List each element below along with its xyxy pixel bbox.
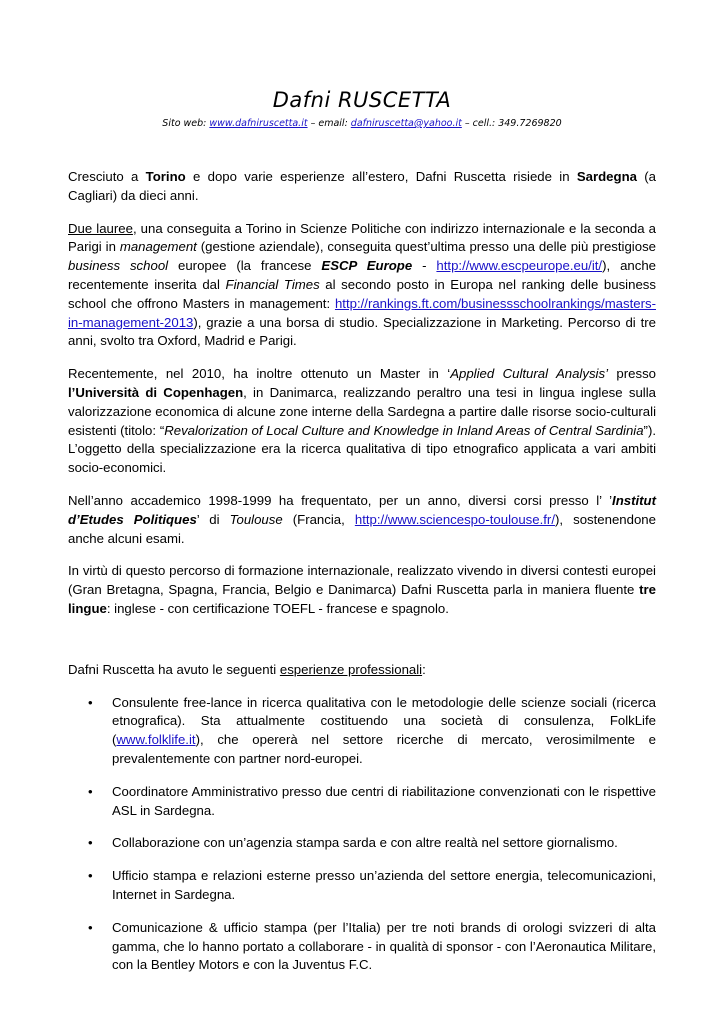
escp-link[interactable]: http://www.escpeurope.eu/it/ — [436, 258, 603, 274]
bullet-icon: • — [88, 783, 93, 799]
experience-heading: esperienze professionali — [279, 661, 423, 677]
text: Coordinatore Amministrativo presso due centri di riabilitazione convenzionati con le rispettive ASL in Sardegna. — [112, 783, 656, 818]
text: Toulouse — [229, 511, 283, 527]
city-torino: Torino — [145, 169, 186, 184]
institute-name: Institut d’Etudes Politiques — [68, 492, 656, 527]
paragraph-toulouse — [68, 492, 656, 548]
contact-line — [0, 118, 724, 129]
text: ), anche recentemente inserita dal — [68, 258, 656, 292]
sciencespo-link[interactable]: http://www.sciencespo-toulouse.fr/ — [354, 511, 555, 527]
text: : inglese - con certificazione TOEFL - francese e spagnolo. — [106, 600, 449, 616]
languages-count: tre lingue — [68, 582, 656, 616]
text: (a Cagliari) da dieci anni. — [68, 169, 656, 203]
text: Financial Times — [225, 276, 320, 292]
paragraph-residence — [68, 168, 656, 206]
thesis-title: Revalorization of Local Culture and Knowledge in Inland Areas of Central Sardinia — [164, 422, 644, 438]
list-item — [68, 783, 656, 821]
list-item — [68, 694, 656, 769]
text: al secondo posto in Europa nel ranking delle business school che offrono Masters in management: — [68, 276, 656, 311]
text: (gestione aziendale), conseguita quest’ultima presso una delle più prestigiose — [196, 239, 656, 255]
text: Collaborazione con un’agenzia stampa sarda e con altre realtà nel settore giornalismo. — [112, 835, 618, 851]
experience-list — [68, 694, 656, 976]
text: , una conseguita a Torino in Scienze Politiche con indirizzo internazionale e la seconda a Parigi in — [68, 220, 657, 255]
cv-name: Dafni RUSCETTA — [272, 88, 452, 112]
text: - — [412, 258, 437, 274]
website-link[interactable]: www.dafniruscetta.it — [209, 118, 308, 129]
paragraph-experience-intro — [68, 661, 656, 680]
email-label: – email: — [307, 118, 351, 129]
text: presso — [608, 366, 656, 382]
cv-body — [68, 168, 656, 989]
text: (Francia, — [282, 511, 355, 527]
text: ), grazie a una borsa di studio. Specializzazione in Marketing. Percorso di tre anni, svolto tra Oxford, Madrid e Parigi. — [68, 314, 656, 349]
list-item — [68, 919, 656, 975]
text: Recentemente, nel 2010, ha inoltre ottenuto un Master in ‘ — [68, 366, 451, 382]
text: Consulente free-lance in ricerca qualitativa con le metodologie delle scienze sociali (ricerca etnografica). Sta attualmente costituendo una società di consulenza, FolkLife ( — [112, 694, 656, 748]
text: ), sostenendone anche alcuni esami. — [68, 511, 656, 546]
email-link[interactable]: dafniruscetta@yahoo.it — [350, 118, 462, 129]
text: Cresciuto a — [68, 169, 146, 184]
master-title: Applied Cultural Analysis’ — [450, 366, 608, 382]
region-sardegna: Sardegna — [576, 169, 637, 184]
paragraph-master — [68, 365, 656, 478]
folklife-link[interactable]: www.folklife.it — [116, 732, 196, 748]
school-escp: ESCP Europe — [321, 258, 413, 274]
paragraph-degrees — [68, 220, 656, 352]
text: , in Danimarca, realizzando peraltro una tesi in lingua inglese sulla valorizzazione economica di alcune zone interne della Sardegna a partire dalle risorse socio-culturali esistenti (titolo: “ — [68, 384, 656, 438]
text: : — [422, 661, 426, 677]
bullet-icon: • — [88, 694, 93, 710]
text: ), che opererà nel settore ricerche di mercato, verosimilmente e prevalentemente con partner nord-europei. — [112, 732, 656, 766]
list-item — [68, 834, 656, 853]
text: management — [119, 239, 197, 255]
ft-ranking-link[interactable]: http://rankings.ft.com/businessschoolrankings/masters-in-management-2013 — [68, 295, 656, 330]
text: Ufficio stampa e relazioni esterne presso un’azienda del settore energia, telecomunicazioni, Internet in Sardegna. — [112, 868, 656, 902]
text: ”). L’oggetto della specializzazione era la ricerca qualitativa di tipo etnografico applicata a vari ambiti socio-economici. — [68, 422, 656, 476]
text: business school — [68, 258, 169, 274]
text: Nell’anno accademico 1998-1999 ha frequentato, per un anno, diversi corsi presso l’ ’ — [68, 492, 613, 508]
text: In virtù di questo percorso di formazione internazionale, realizzato vivendo in diversi contesti europei (Gran Bretagna, Spagna, Francia, Belgio e Danimarca) Dafni Ruscetta parla in maniera fluente — [68, 563, 656, 598]
list-item — [68, 867, 656, 905]
text: e dopo varie esperienze all’estero, Dafni Ruscetta risiede in — [185, 169, 577, 184]
text: europee (la francese — [168, 258, 322, 274]
spacer — [68, 633, 656, 661]
paragraph-languages — [68, 562, 656, 618]
text: Comunicazione & ufficio stampa (per l’Italia) per tre noti brands di orologi svizzeri di alta gamma, che lo hanno portato a collaborare - in qualità di sponsor - con l’Aeronautica Militare, con la Bentley Motors e con la Juventus F.C. — [112, 919, 656, 973]
bullet-icon: • — [88, 868, 93, 884]
text: Dafni Ruscetta ha avuto le seguenti — [68, 661, 280, 677]
bullet-icon: • — [88, 835, 93, 851]
degrees-heading: Due lauree — [68, 220, 133, 236]
university-name: l’Università di Copenhagen — [68, 384, 244, 400]
website-label: Sito web: — [162, 118, 210, 129]
bullet-icon: • — [88, 919, 93, 935]
text: ’ di — [196, 511, 230, 527]
phone-text: – cell.: 349.7269820 — [461, 118, 562, 129]
